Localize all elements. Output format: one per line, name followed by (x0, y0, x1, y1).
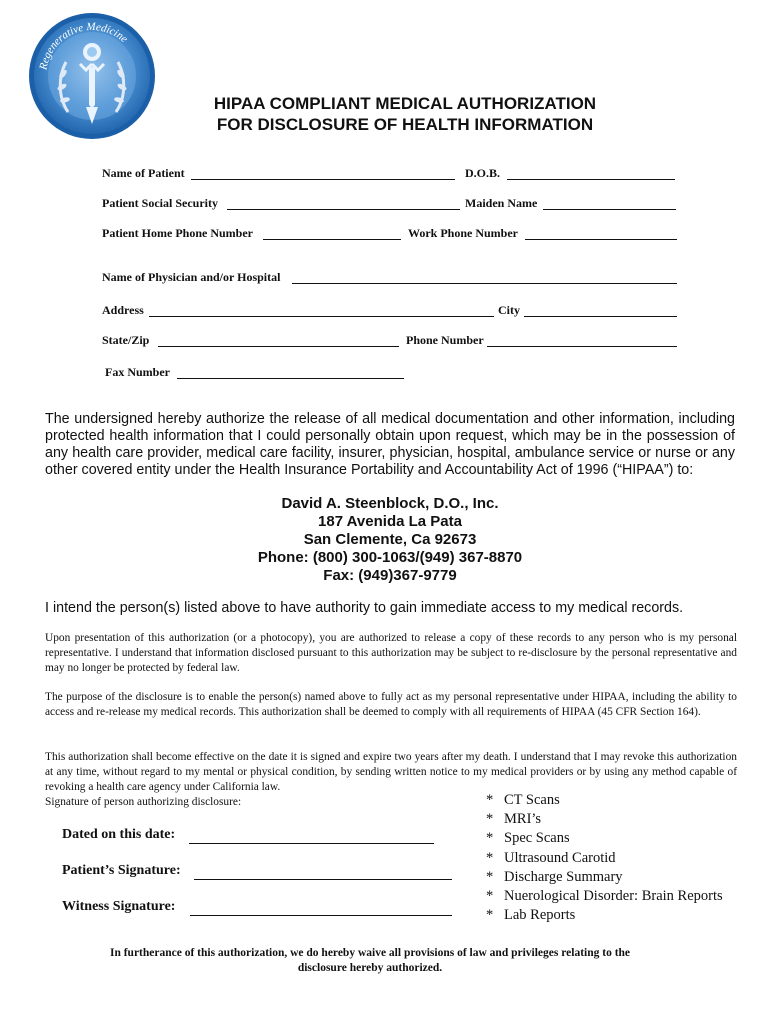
patient-ssn-field[interactable] (227, 209, 460, 210)
bullet-star: * (486, 868, 494, 885)
records-list-item (486, 791, 723, 810)
label-dated: Dated on this date: (62, 827, 176, 842)
label-city: City (498, 303, 520, 317)
document-title-line-1: HIPAA COMPLIANT MEDICAL AUTHORIZATION (213, 94, 597, 113)
document-title-line-2: FOR DISCLOSURE OF HEALTH INFORMATION (216, 115, 594, 134)
label-name-of-patient: Name of Patient (102, 166, 185, 180)
state-zip-field[interactable] (158, 346, 399, 347)
recipient-street: 187 Avenida La Pata (318, 513, 462, 530)
bullet-star: * (486, 888, 494, 905)
waiver-line-1: In furtherance of this authorization, we do hereby waive all provisions of law and privileges relating to the (109, 947, 631, 959)
records-list-item (486, 849, 723, 868)
label-witness-signature: Witness Signature: (62, 899, 176, 914)
recipient-fax: Fax: (949)367-9779 (323, 567, 457, 584)
recipient-city: San Clemente, Ca 92673 (303, 531, 477, 548)
bullet-star: * (486, 849, 494, 866)
label-state-zip: State/Zip (102, 333, 150, 347)
address-field[interactable] (149, 316, 494, 317)
bullet-star: * (486, 830, 494, 847)
label-maiden-name: Maiden Name (465, 196, 538, 210)
records-list-item (486, 906, 723, 925)
records-list (486, 791, 723, 925)
dob-field[interactable] (507, 179, 675, 180)
label-physician: Name of Physician and/or Hospital (102, 270, 281, 284)
label-address: Address (102, 303, 144, 317)
label-phone-number: Phone Number (406, 333, 484, 347)
physician-field[interactable] (292, 283, 677, 284)
intend-paragraph: I intend the person(s) listed above to have authority to gain immediate access to my medical records. (45, 600, 684, 616)
label-dob: D.O.B. (465, 166, 501, 180)
recipient-phone: Phone: (800) 300-1063/(949) 367-8870 (257, 549, 523, 566)
recipient-name: David A. Steenblock, D.O., Inc. (281, 495, 499, 512)
signature-intro: Signature of person authorizing disclosure: (45, 796, 242, 808)
regenerative-medicine-logo (28, 12, 156, 140)
work-phone-field[interactable] (525, 239, 677, 240)
waiver-line-2: disclosure hereby authorized. (297, 962, 443, 974)
records-list-item (486, 887, 723, 906)
witness-signature-field[interactable] (190, 915, 452, 916)
home-phone-field[interactable] (263, 239, 401, 240)
label-fax-number: Fax Number (105, 365, 170, 379)
purpose-paragraph: The purpose of the disclosure is to enable the person(s) named above to fully act as my personal representative under HIPAA, including the ability to access and re-release my medical records. This authorization shall be deemed to comply with all requirements of HIPAA (45 CFR Section 164). (45, 691, 737, 718)
bullet-star: * (486, 907, 494, 924)
label-home-phone: Patient Home Phone Number (102, 226, 253, 240)
records-list-item (486, 810, 723, 829)
name-of-patient-field[interactable] (191, 179, 455, 180)
fax-number-field[interactable] (177, 378, 404, 379)
label-patient-ssn: Patient Social Security (102, 196, 218, 210)
patient-signature-field[interactable] (194, 879, 452, 880)
city-field[interactable] (524, 316, 677, 317)
maiden-name-field[interactable] (543, 209, 676, 210)
records-item-label: Nuerological Disorder: Brain Reports (504, 888, 723, 905)
presentation-paragraph: Upon presentation of this authorization (or a photocopy), you are authorized to release a copy of these records to any person who is my personal representative. I understand that information disclosed pursuant to this authorization may be subject to re-disclosure by the personal representative and may no longer be protected by federal law. (45, 632, 737, 674)
bullet-star: * (486, 811, 494, 828)
records-list-item (486, 868, 723, 887)
records-list-item (486, 829, 723, 848)
phone-number-field[interactable] (487, 346, 677, 347)
records-item-label: Lab Reports (504, 907, 576, 924)
records-item-label: CT Scans (504, 792, 560, 808)
records-item-label: Discharge Summary (504, 868, 623, 885)
records-item-label: MRI’s (504, 811, 542, 828)
records-item-label: Spec Scans (504, 830, 570, 847)
authorize-paragraph: The undersigned hereby authorize the release of all medical documentation and other information, including protected health information that I could personally obtain upon request, which may be in the possession of any health care provider, medical care facility, insurer, physician, hospital, ambulance service or nurse or any other covered entity under the Health Insurance Portability and Accountability Act of 1996 (“HIPAA”) to: (45, 411, 735, 478)
waiver-statement (60, 946, 680, 976)
effective-paragraph: This authorization shall become effective on the date it is signed and expire two years after my death. I understand that I may revoke this authorization at any time, without regard to my mental or physical condition, by sending written notice to my medical providers or by using any method capable of revoking a health care agency under California law. (45, 751, 737, 793)
bullet-star: * (486, 792, 494, 808)
label-work-phone: Work Phone Number (408, 226, 519, 240)
recipient-block (45, 495, 735, 585)
dated-field[interactable] (189, 843, 434, 844)
label-patient-signature: Patient’s Signature: (62, 863, 181, 878)
records-item-label: Ultrasound Carotid (504, 849, 616, 866)
logo-arc-text: Regenerative Medicine (37, 20, 131, 71)
